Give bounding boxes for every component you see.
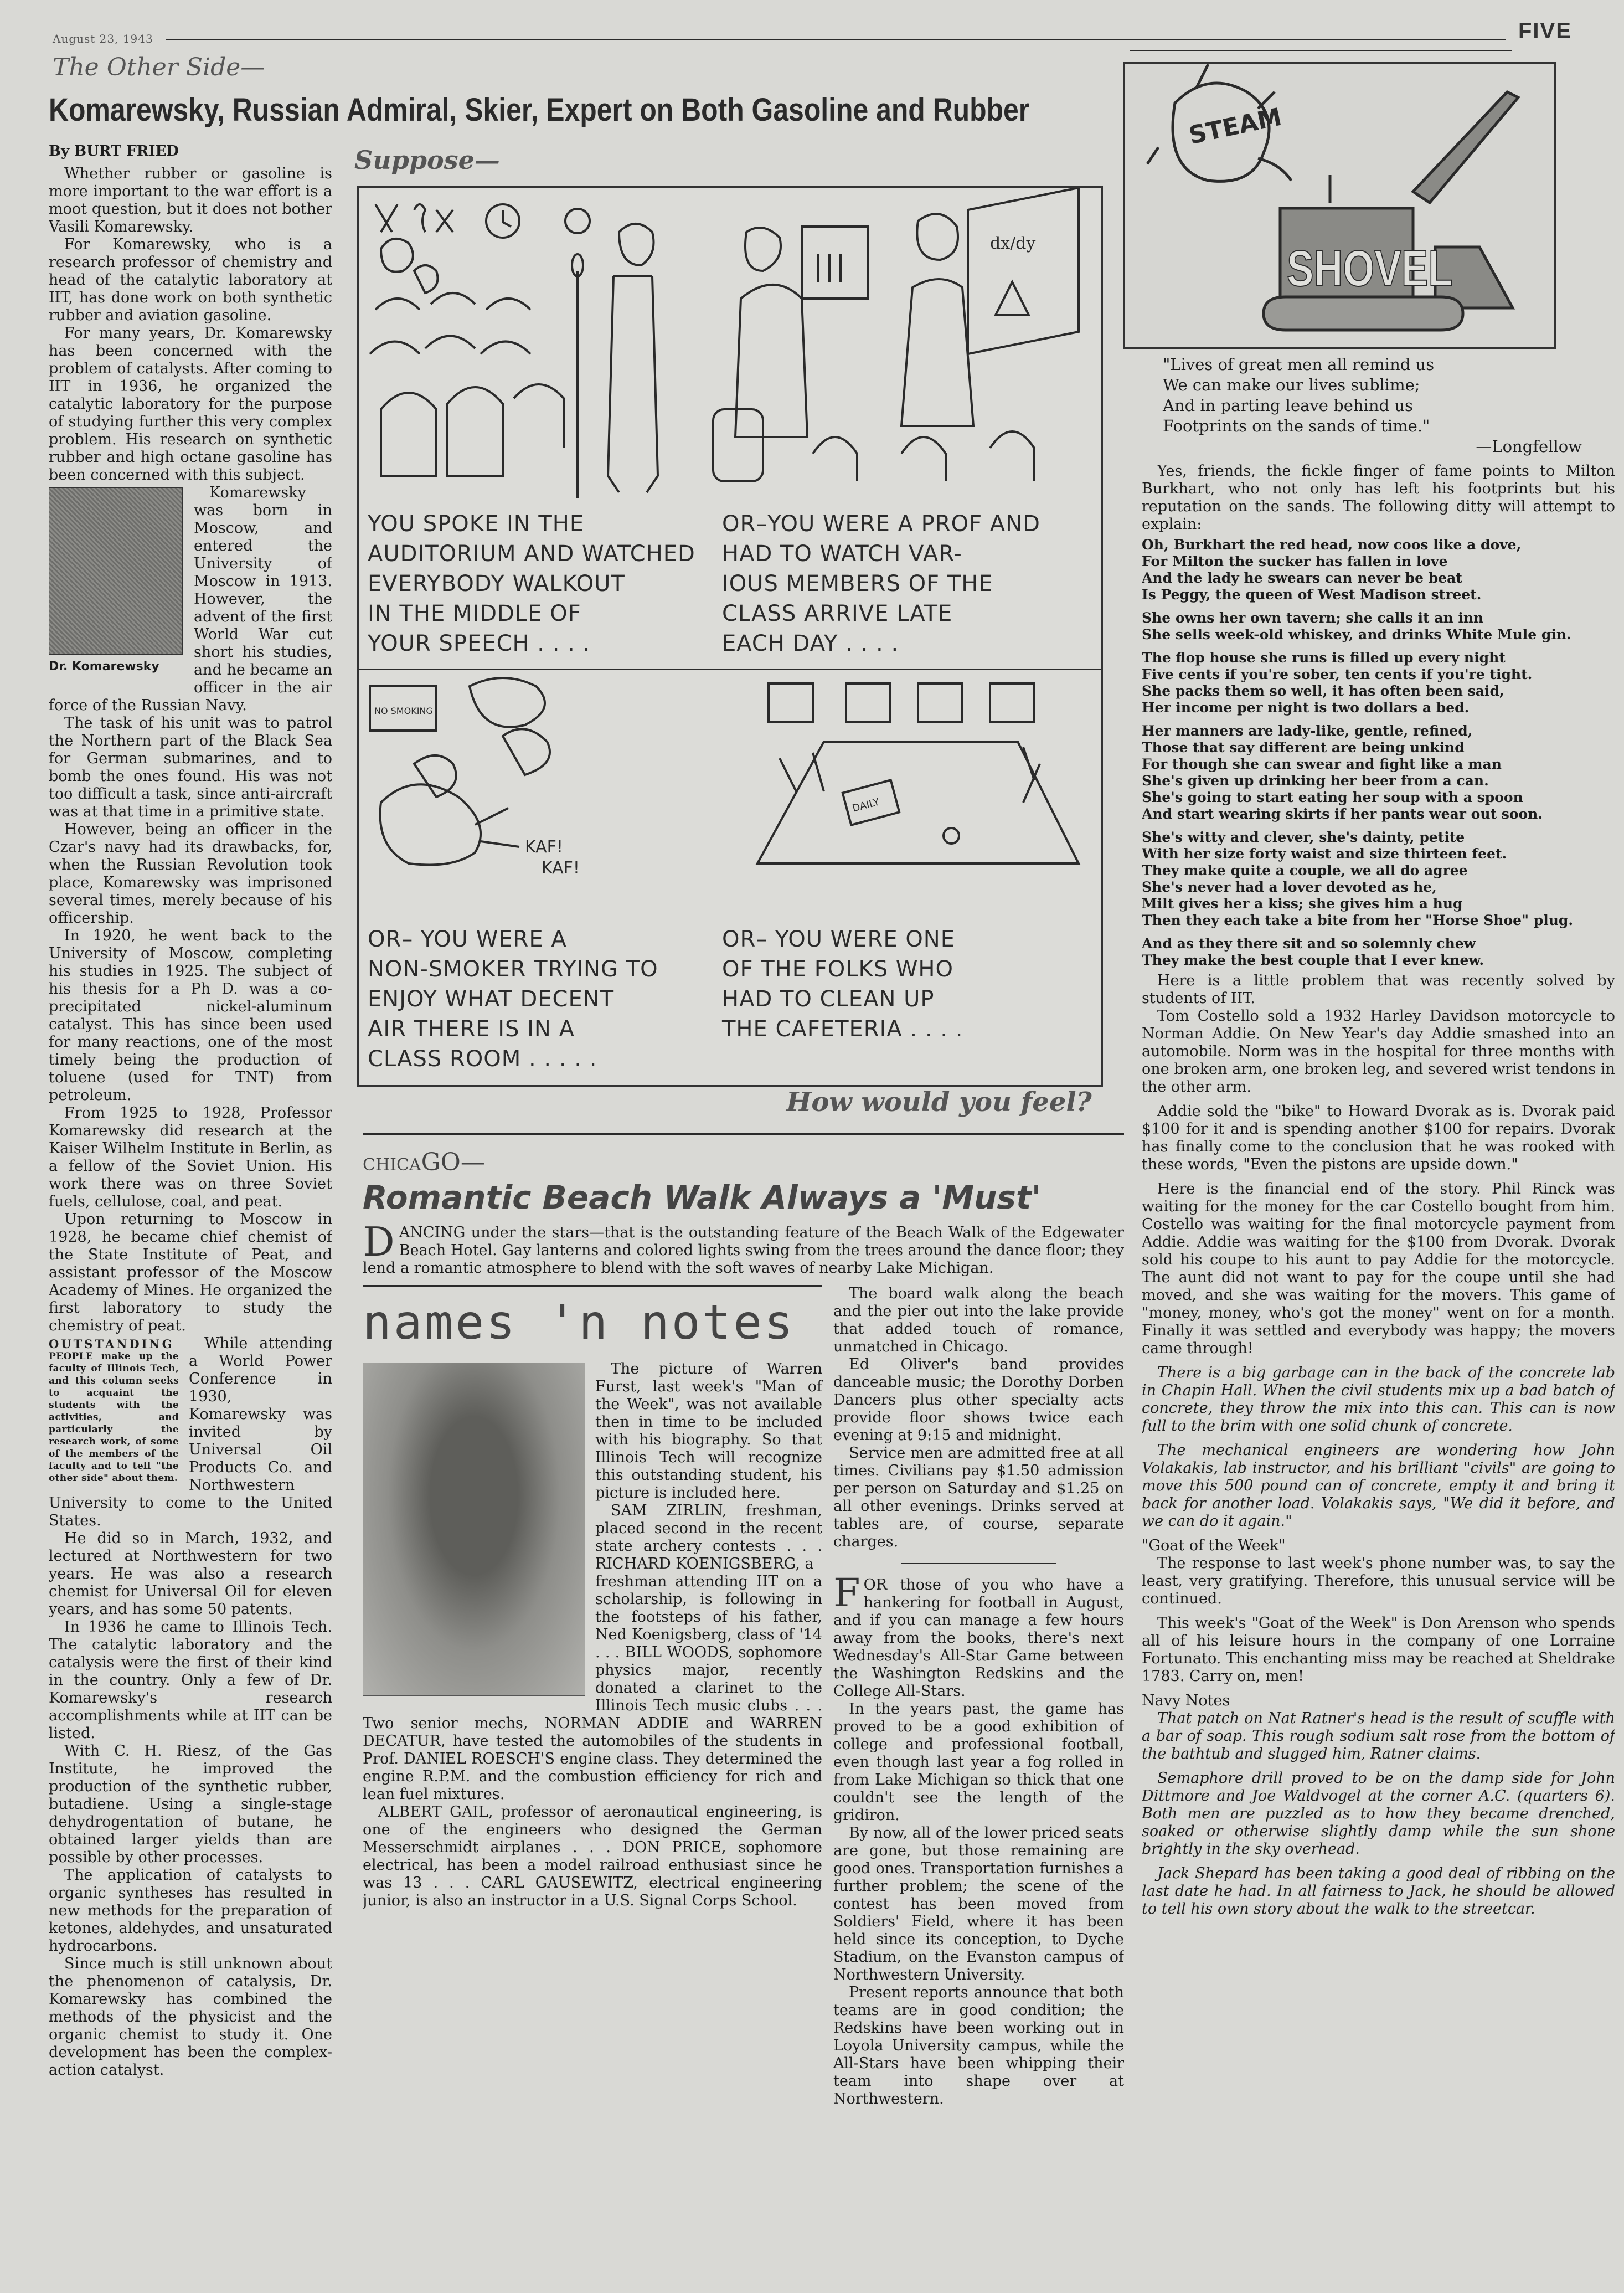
names-notes-column — [363, 1285, 822, 2108]
poem — [1142, 537, 1615, 969]
poem-line: She's witty and clever, she's dainty, petite — [1142, 829, 1465, 845]
dateline: August 23, 1943 — [53, 32, 153, 45]
paragraph: Tom Costello sold a 1932 Harley Davidson motorcycle to Norman Addie. On New Year's day Addie smashed into an automobile. Norm was in the hospital for three months with one broken arm, one broken leg, and severed wrist tendons in the other arm. — [1142, 1007, 1615, 1096]
paragraph: ALBERT GAIL, professor of aeronautical engineering, is one of the engineers who designed the German Messerschmidt airplanes . . . DON PRICE, sophomore electrical, has been a model railroad enthusiast since he was 13 . . . CARL GAUSEWITZ, electrical engineering junior, is also an instructor in a U.S. Signal Corps School. — [363, 1803, 822, 1909]
photo-komarewsky — [49, 487, 183, 655]
paragraph: Here is a little problem that was recently solved by students of IIT. — [1142, 972, 1615, 1007]
paragraph: Present reports announce that both teams are in good condition; the Redskins have been working out in Loyola University campus, while the All-Stars have been whipping their team into shape over at Northwestern. — [833, 1984, 1124, 2107]
steam-shovel-column — [1142, 354, 1615, 2282]
paragraph: However, being an officer in the Czar's navy had its drawbacks, for, when the Russian Revolution took place, Komarewsky was imprisoned several times, merely because of his officership. — [49, 821, 332, 927]
page-number: FIVE — [1518, 19, 1572, 43]
paragraph: Addie sold the "bike" to Howard Dvorak as is. Dvorak paid $100 for it and is spending another $100 for repairs. Dvorak has finally come to the conclusion that he was rooked with these words, "Even the pistons are upside down." — [1142, 1103, 1615, 1173]
speaker-head — [619, 224, 654, 265]
cartoon-strip — [357, 186, 1103, 1087]
paragraph: Yes, friends, the fickle finger of fame points to Milton Burkhart, who not only has left his footprints but his reputation on the sands. The following ditty will attempt to explain: — [1142, 462, 1615, 533]
paragraph: From 1925 to 1928, Professor Komarewsky did research at the Kaiser Wilhelm Institute in Berlin, as a fellow of the Soviet Union. His work there was on three Soviet fuels, cellulose, coal, and peat. — [49, 1104, 332, 1210]
paragraph: For many years, Dr. Komarewsky has been concerned with the problem of catalysts. After coming to IIT in 1936, he organized the catalytic laboratory for the purpose of studying further this very complex problem. His research on synthetic rubber and high octane gasoline has been concerned with this subject. — [49, 325, 332, 484]
drop-cap: F — [833, 1570, 860, 1616]
kicker-small: CHICA — [363, 1155, 421, 1175]
paragraph: This week's "Goat of the Week" is Don Arenson who spends all of his leisure hours in the company of one Lorraine Fortunato. This enchanting miss may be reached at Sheldrake 1783. Carry on, men! — [1142, 1615, 1615, 1685]
poem-line: Milt gives her a kiss; she gives him a hug — [1142, 896, 1463, 912]
panel-2-caption: OR–YOU WERE A PROF AND HAD TO WATCH VAR- IOUS MEMBERS OF THE CLASS ARRIVE LATE EACH DAY . . . . — [722, 511, 1040, 656]
chicago-kicker — [363, 1148, 1124, 1176]
headline-komarewsky: Komarewsky, Russian Admiral, Skier, Expert on Both Gasoline and Rubber — [49, 92, 1030, 128]
paragraph: With C. H. Riesz, of the Gas Institute, he improved the production of the synthetic rubber, butadiene. Using a single-stage dehydrogentation of butane, he obtained larger yields than are possible by other processes. — [49, 1742, 332, 1866]
professor-body — [901, 279, 973, 426]
football-article — [833, 1570, 1124, 2108]
paragraph: The response to last week's phone number was, to say the least, very gratifying. Therefore, this unusual service will be continued. — [1142, 1555, 1615, 1607]
cough-lines — [475, 808, 519, 847]
poem-line: She's given up drinking her beer from a can. — [1142, 773, 1489, 789]
panel-3-caption: OR– YOU WERE A NON-SMOKER TRYING TO ENJOY WHAT DECENT AIR THERE IS IN A CLASS ROOM . . . . . — [368, 927, 658, 1072]
photo-caption: Dr. Komarewsky — [49, 660, 159, 673]
sidebar-note — [49, 1338, 179, 1484]
paragraph-italic: Semaphore drill proved to be on the damp side for John Dittmore and Joe Waldvogel at the corner A.C. (quarters 6). Both men are puzzled as to how they became drenched, soaked or otherwise slightly damp while the sun shone brightly in the sky overhead. — [1142, 1770, 1615, 1858]
window-1 — [769, 683, 813, 722]
panel-4-caption: OR– YOU WERE ONE OF THE FOLKS WHO HAD TO CLEAN UP THE CAFETERIA . . . . — [722, 927, 963, 1042]
paragraph-italic: Jack Shepard has been taking a good deal of ribbing on the last date he had. In all fairness to Jack, he should be allowed to tell his own story about the walk to the streetcar. — [1142, 1865, 1615, 1917]
student-head — [745, 228, 781, 271]
caterpillar-tracks — [1264, 297, 1463, 330]
paragraph: Service men are admitted free at all times. Civilians pay $1.50 admission per person on Saturday and $1.25 on all other evenings. Drinks served at tables are, of course, separate charges. — [833, 1444, 1124, 1550]
panel-1-caption: YOU SPOKE IN THE AUDITORIUM AND WATCHED EVERYBODY WALKOUT IN THE MIDDLE OF YOUR SPEECH . . . . — [368, 511, 695, 656]
paragraph: The picture of Warren Furst, last week's "Man of the Week", was not available then in time to be included with his biography. So that Illinois Tech will recognize this outstanding student, his picture is included here. — [595, 1360, 822, 1502]
sidebar-text: PEOPLE make up the faculty of Illinois Tech, and this column seeks to acquaint the students with the activities, and particularly the research work, of some of the members of the faculty and to tell "the other side" about them. — [49, 1351, 179, 1484]
poem-line: Then they each take a bite from her "Horse Shoe" plug. — [1142, 912, 1574, 928]
poem-line: And the lady he swears can never be beat — [1142, 570, 1462, 586]
paragraph — [833, 1570, 1124, 1700]
cafeteria-table — [757, 742, 1079, 863]
drop-cap: D — [363, 1219, 395, 1265]
paragraph: While attending a World Power Conference in 1930, Komarewsky was invited by Universal Oil Products Co. and Northwestern University to come to the United States. — [49, 1335, 332, 1529]
epigraph-attribution: —Longfellow — [1476, 437, 1582, 456]
paragraph: In the years past, the game has proved to be a good exhibition of college and professional football, even though last year a fog rolled in from Lake Michigan so thick that one couldn't see the length of the gridiron. — [833, 1700, 1124, 1824]
paragraph: He did so in March, 1932, and lectured at Northwestern for two years. He was also a research chemist for Universal Oil for eleven years, and has some 50 patents. — [49, 1530, 332, 1618]
audience-seats — [370, 293, 564, 476]
door — [802, 227, 868, 299]
poem-line: Oh, Burkhart the red head, now coos like a dove, — [1142, 537, 1522, 553]
paragraph: Whether rubber or gasoline is more important to the war effort is a moot question, but it does not bother Vasili Komarewsky. — [49, 165, 332, 235]
byline: By BURT FRIED — [49, 143, 179, 160]
window-4 — [990, 683, 1034, 722]
top-rule-right — [1130, 50, 1512, 51]
window-2 — [846, 683, 890, 722]
paragraph: Since much is still unknown about the phenomenon of catalysis, Dr. Komarewsky has combined the methods of the physicist and the organic chemist to study it. One development has been the complex-action catalyst. — [49, 1955, 332, 2079]
epigraph-line: We can make our lives sublime; — [1163, 376, 1420, 394]
cartoon-kicker: Suppose— — [354, 145, 500, 175]
poem-line: They make the best couple that I ever knew. — [1142, 952, 1484, 968]
paragraph: Ed Oliver's band provides danceable music; the Dorothy Dorben Dancers plus other specialty acts provide floor shows twice each evening at 9:15 and midnight. — [833, 1356, 1124, 1444]
paragraph: Here is the financial end of the story. Phil Rinck was waiting for the money for the car Costello bought from him. Costello was waiting for the final motorcycle payment from Addie. Addie was waiting for the $100 from Dvorak. Dvorak sold his coupe to his aunt to pay Addie for the motorcycle. The aunt did not want to pay for the coupe until she had moved, and she was waiting for the movers. This game of "money, money, who's got the money" went on for a month. Finally it was settled and everybody was happy; the movers came through! — [1142, 1180, 1615, 1357]
poem-line: Five cents if you're sober, ten cents if you're tight. — [1142, 666, 1533, 682]
middle-lower-section — [363, 1133, 1124, 2285]
poem-line: For Milton the sucker has fallen in love — [1142, 553, 1448, 569]
section-kicker-other-side: The Other Side— — [53, 53, 265, 81]
window-3 — [918, 683, 962, 722]
poem-line: She packs them so well, it has often been said, — [1142, 683, 1504, 699]
poem-line: She's going to start eating her soup with a spoon — [1142, 789, 1523, 805]
nonsmoker-face — [380, 784, 481, 865]
triangle-drawing — [996, 282, 1029, 315]
poem-line: They make quite a couple, we all do agree — [1142, 862, 1468, 878]
professor-head — [917, 214, 958, 260]
chairs — [780, 747, 1040, 803]
paragraph: In 1936 he came to Illinois Tech. The catalytic laboratory and the catalysis were the first of their kind in the country. Only a few of Dr. Komarewsky's research accomplishments while at IIT can be listed. — [49, 1618, 332, 1742]
paragraph: For Komarewsky, who is a research professor of chemistry and head of the catalytic laboratory at IIT, has done work on both synthetic rubber and aviation gasoline. — [49, 236, 332, 324]
steam-shovel-logo — [1123, 62, 1556, 349]
epigraph-line: And in parting leave behind us — [1163, 396, 1413, 415]
section-rule — [363, 1133, 1124, 1135]
sidebar-lead: OUTSTANDING — [49, 1337, 174, 1351]
paragraph: In 1920, he went back to the University of Moscow, completing his studies in 1925. The subject of his thesis for a Ph D. was a co-precipitated nickel-aluminum catalyst. This has since been used for many reactions, one of the most timely being the production of toluene (used for TNT) from petroleum. — [49, 927, 332, 1104]
angry-symbols-icon — [375, 204, 453, 232]
speaker-body — [608, 276, 658, 492]
poem-line: With her size forty waist and size thirteen feet. — [1142, 846, 1507, 862]
column-separator — [901, 1563, 1056, 1564]
poem-line: For though she can swear and fight like a man — [1142, 756, 1502, 772]
headline-beach-walk: Romantic Beach Walk Always a 'Must' — [363, 1179, 1042, 1216]
poem-line: Her manners are lady-like, gentle, refined, — [1142, 723, 1473, 739]
logo-steam: STEAM — [1186, 102, 1285, 150]
photo-warren-furst — [363, 1363, 585, 1696]
poem-line: And start wearing skirts if her pants wear out soon. — [1142, 806, 1543, 822]
names-notes-body — [363, 1360, 822, 1910]
paragraph: By now, all of the lower priced seats are gone, but those remaining are good ones. Transportation furnishes a further problem; the scene of the contest has been moved from Soldiers' Field, where it has been held since its conception, to Dyche Stadium, on the Evanston campus of Northwestern University. — [833, 1824, 1124, 1983]
poem-line: Those that say different are being unkind — [1142, 739, 1465, 755]
top-rule — [166, 39, 1506, 40]
question-bubble-icon — [565, 209, 590, 233]
football-lead: OR those of you who have a hankering for football in August, and if you can manage a few hours away from the books, there's next Wednesday's All-Star Game between the Washington Redskins and the College All-Stars. — [833, 1576, 1124, 1700]
chalkboard-formula: dx/dy — [990, 234, 1036, 253]
paragraph-italic: There is a big garbage can in the back of the concrete lab in Chapin Hall. When the civil students mix up a bad batch of concrete, they throw the mix into this can. This can is now full to the brim with one solid chunk of concrete. — [1142, 1364, 1615, 1435]
poem-line: And as they there sit and so solemnly chew — [1142, 935, 1476, 952]
student-heads-row — [813, 431, 1034, 481]
right-middle-column — [833, 1285, 1124, 2108]
epigraph — [1163, 354, 1615, 457]
newspaper-text: DAILY — [851, 796, 881, 815]
student-body — [735, 285, 807, 437]
paragraph-italic: That patch on Nat Ratner's head is the result of scuffle with a bar of soap. This rough sodium salt rose from the bottom of the bathtub and slugged him, Ratner claims. — [1142, 1710, 1615, 1762]
poem-line: She owns her own tavern; she calls it an inn — [1142, 610, 1484, 626]
smoke-clouds — [414, 678, 550, 797]
photo-figure — [49, 487, 182, 676]
poem-line: She sells week-old whiskey, and drinks White Mule gin. — [1142, 626, 1571, 642]
paragraph: The board walk along the beach and the pier out into the lake provide that added touch of romance, unmatched in Chicago. — [833, 1285, 1124, 1355]
paragraph: freshman attending IIT on a scholarship, is following in the footsteps of his father, Ned Koenigsberg, class of '14 . . . BILL WOODS, sophomore physics major, recently donated a clarinet to the Illinois Tech music clubs . . . Two senior mechs, NORMAN ADDIE and WARREN DECATUR, have tested the automobiles of the students in Prof. DANIEL ROESCH'S engine class. They determined the engine R.P.M. and the combustion efficiency for rich and lean fuel mixtures. — [363, 1573, 822, 1803]
apple-core — [944, 828, 959, 844]
beach-walk-body — [833, 1285, 1124, 1551]
article-komarewsky-body — [49, 165, 332, 2281]
chalkboard — [968, 188, 1079, 354]
paragraph: Upon returning to Moscow in 1928, he became chief chemist of the State Institute of Peat, and assistant professor of the Moscow Academy of Mines. He organized the first laboratory to study the chemistry of peat. — [49, 1211, 332, 1334]
poem-line: Her income per night is two dollars a bed. — [1142, 700, 1470, 716]
shovel-boom — [1413, 92, 1518, 203]
briefcase-icon — [713, 409, 763, 481]
cartoon-footer: How would you feel? — [786, 1087, 1092, 1118]
steam-trail — [1258, 158, 1291, 181]
beach-walk-lead — [363, 1219, 1124, 1277]
no-smoking-sign-text: NO SMOKING — [374, 706, 433, 716]
navy-notes-heading: Navy Notes — [1142, 1692, 1230, 1709]
epigraph-line: Footprints on the sands of time." — [1163, 417, 1430, 435]
middle-columns — [363, 1285, 1124, 2108]
paragraph: The application of catalysts to organic syntheses has resulted in new methods for the preparation of ketones, aldehydes, and unsaturated hydrocarbons. — [49, 1867, 332, 1955]
poem-line: She's never had a lover devoted as he, — [1142, 879, 1437, 895]
cough-sound-2: KAF! — [542, 858, 580, 878]
paragraph: SAM ZIRLIN, freshman, placed second in the recent state archery contests . . . RICHARD KOENIGSBERG, a — [595, 1502, 822, 1572]
paragraph: The task of his unit was to patrol the Northern part of the Black Sea for German submarines, and to bomb the ones found. His was not too difficult a task, since anti-aircraft was at that time in a primitive state. — [49, 714, 332, 820]
kicker-large: GO— — [421, 1148, 485, 1176]
cough-sound-1: KAF! — [525, 837, 563, 857]
paragraph-italic: The mechanical engineers are wondering how John Volakakis, lab instructor, and his brilliant "civils" are going to move this 500 pound can of concrete, empty it and bring it back for another load. Volakakis says, "We did it before, and we can do it again." — [1142, 1442, 1615, 1530]
paragraph: Komarewsky was born in Moscow, and entered the University of Moscow in 1913. However, the advent of the first World War cut short his studies, and he became an officer in the air force of the Russian Navy. — [49, 484, 332, 714]
epigraph-line: "Lives of great men all remind us — [1163, 355, 1435, 374]
poem-line: The flop house she runs is filled up every night — [1142, 650, 1506, 666]
poem-line: Is Peggy, the queen of West Madison street. — [1142, 587, 1482, 603]
steam-shovel-drawing — [1125, 64, 1554, 347]
lead-text: ANCING under the stars—that is the outstanding feature of the Beach Walk of the Edgewater Beach Hotel. Gay lanterns and colored lights swing from the trees around the dance floor; they lend a romantic atmosphere to blend with the soft waves of nearby Lake Michigan. — [363, 1224, 1124, 1277]
goat-of-week-heading: "Goat of the Week" — [1142, 1537, 1286, 1554]
names-n-notes-title: names 'n notes — [363, 1285, 822, 1350]
logo-shovel: SHOVEL — [1287, 240, 1453, 297]
